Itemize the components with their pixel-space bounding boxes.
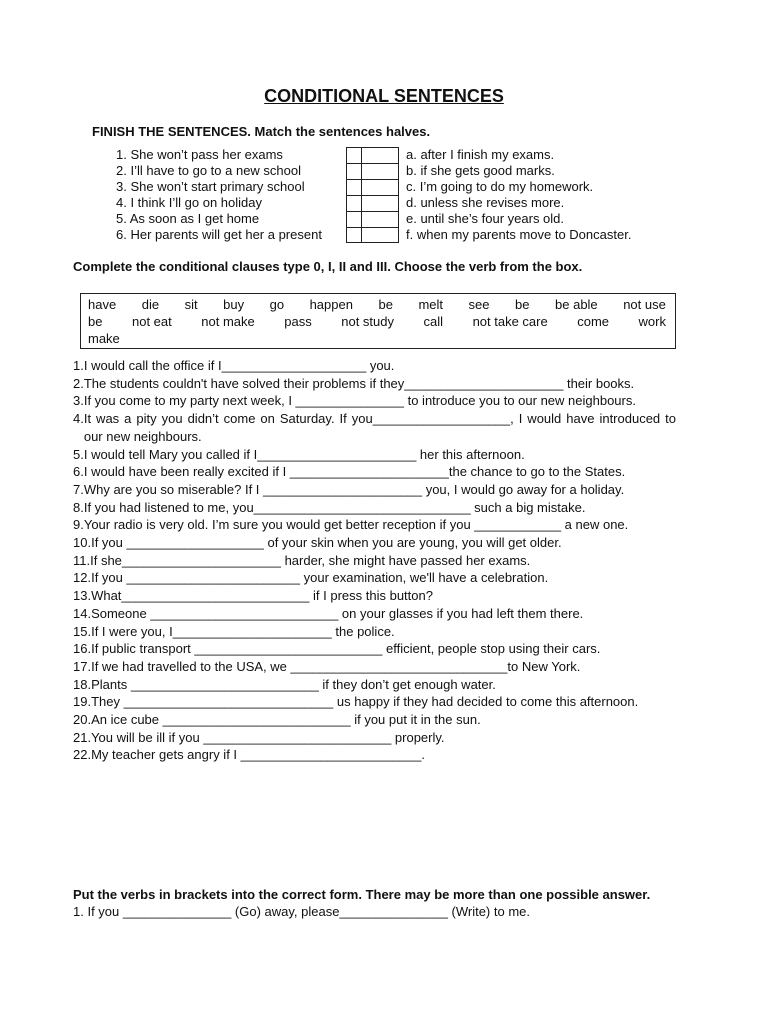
exercise-number: 20. [73,712,92,728]
exercise-number: 6. [73,464,84,480]
verb-word: not take care [472,314,548,329]
exercise-number: 18. [73,676,92,692]
match-right-item: b. if she gets good marks. [406,163,555,178]
match-right-item: e. until she’s four years old. [406,211,565,226]
exercise-number: 8. [73,499,84,515]
answer-number-cell[interactable] [346,147,361,163]
exercise-number: 4. [73,411,84,427]
exercise-text: If we had travelled to the USA, we ______________________________to New York. [91,658,581,674]
exercise-number: 16. [73,641,92,657]
match-left-item: 6. Her parents will get her a present [116,227,322,242]
verb-word: not study [341,314,395,329]
exercise-item [73,746,676,764]
exercise-text: Why are you so miserable? If I ______________________ you, I would go away for a holiday. [83,481,625,497]
exercise-text: Plants __________________________ if they don’t get enough water. [91,676,496,692]
exercise-number: 13. [73,588,92,604]
exercise-number: 14. [73,605,92,621]
match-left-column [116,147,322,243]
exercise-text: I would tell Mary you called if I______________________ her this afternoon. [83,446,525,462]
verb-word: go [269,297,285,312]
answer-letter-cell[interactable] [361,163,399,179]
verb-word: not make [201,314,255,329]
answer-grid [346,147,399,243]
verb-word: be [378,297,393,312]
exercise-item [73,605,676,623]
answer-row [346,227,399,243]
verb-word: have [88,297,117,312]
exercise-text: Your radio is very old. I’m sure you would get better reception if you ____________ a new one. [83,517,629,533]
exercise-text: I would have been really excited if I ______________________the chance to go to the States. [83,464,626,480]
exercise-item [73,552,676,570]
verb-word: work [638,314,666,329]
exercise-text: It was a pity you didn’t come on Saturday. If you___________________, I would have introduced to our new neighbours. [83,411,676,444]
answer-row [346,147,399,163]
verb-word: see [468,297,490,312]
section2-heading: Complete the conditional clauses type 0, I, II and III. Choose the verb from the box. [73,259,583,274]
exercise-text: If you ___________________ of your skin when you are young, you will get older. [91,535,562,551]
exercise-number: 21. [73,729,92,745]
exercise-number: 1. [73,358,84,373]
exercise-item: 1. If you _______________ (Go) away, please_______________ (Write) to me. [73,904,530,919]
exercise-item [73,481,676,499]
exercise-item [73,711,676,729]
verb-word: buy [223,297,245,312]
exercise-item [73,446,676,464]
verb-word: die [141,297,160,312]
match-right-item: c. I’m going to do my homework. [406,179,594,194]
exercise-text: If you ________________________ your examination, we'll have a celebration. [91,570,549,586]
exercise-number: 17. [73,658,92,674]
exercise-text: If you come to my party next week, I _______________ to introduce you to our new neighbours. [83,393,636,409]
exercise-item [73,516,676,534]
section1-heading: FINISH THE SENTENCES. Match the sentences halves. [92,124,431,139]
verb-word: make [88,331,120,346]
exercise-number: 2. [73,375,84,391]
verb-line [88,330,666,347]
exercise-list-2 [73,903,676,921]
answer-letter-cell[interactable] [361,227,399,243]
exercise-number: 10. [73,535,92,551]
verb-word: not use [623,297,666,312]
exercise-item [73,587,676,605]
exercise-number: 3. [73,393,84,409]
answer-letter-cell[interactable] [361,211,399,227]
exercise-text: Someone __________________________ on your glasses if you had left them there. [91,605,584,621]
exercise-text: An ice cube __________________________ if you put it in the sun. [91,712,481,728]
verb-word: be able [555,297,598,312]
verb-line [88,313,666,330]
exercise-item [73,463,676,481]
exercise-number: 11. [73,552,91,568]
match-right-item: a. after I finish my exams. [406,147,555,162]
verb-word: happen [309,297,353,312]
exercise-number: 5. [73,446,84,462]
exercise-list [73,357,676,764]
exercise-item [73,693,676,711]
exercise-text: My teacher gets angry if I _________________________. [91,747,426,763]
exercise-text: If you had listened to me, you______________________________ such a big mistake. [83,499,586,515]
match-right-item: f. when my parents move to Doncaster. [406,227,632,242]
answer-number-cell[interactable] [346,195,361,211]
verb-word: not eat [131,314,172,329]
verb-word: be [515,297,530,312]
match-left-item: 4. I think I’ll go on holiday [116,195,262,210]
exercise-text: I would call the office if I____________________ you. [83,358,395,373]
exercise-number: 9. [73,517,84,533]
verb-word: pass [284,314,312,329]
match-left-item: 2. I’ll have to go to a new school [116,163,302,178]
exercise-item [73,569,676,587]
exercise-item [73,729,676,747]
verb-word: call [423,314,444,329]
exercise-number: 15. [73,623,92,639]
section3-heading: Put the verbs in brackets into the correct form. There may be more than one possible answer. [73,887,651,902]
verb-line [88,296,666,313]
exercise-number: 7. [73,481,84,497]
answer-row [346,195,399,211]
verb-word: be [88,314,103,329]
exercise-item [73,623,676,641]
answer-number-cell[interactable] [346,211,361,227]
exercise-text: What__________________________ if I press this button? [91,588,433,604]
verb-word: come [577,314,610,329]
match-left-item: 3. She won’t start primary school [116,179,305,194]
answer-letter-cell[interactable] [361,195,399,211]
answer-number-cell[interactable] [346,227,361,243]
verb-word: sit [184,297,198,312]
answer-row [346,179,399,195]
answer-letter-cell[interactable] [361,179,399,195]
exercise-text: The students couldn't have solved their problems if they______________________ their books. [83,375,635,391]
exercise-number: 22. [73,747,92,763]
exercise-item [73,410,676,445]
exercise-item [73,658,676,676]
exercise-text: You will be ill if you __________________________ properly. [91,729,445,745]
verb-word: melt [418,297,444,312]
exercise-text: If she______________________ harder, she might have passed her exams. [90,552,531,568]
exercise-item [73,534,676,552]
answer-letter-cell[interactable] [361,147,399,163]
match-right-item: d. unless she revises more. [406,195,565,210]
exercise-item [73,392,676,410]
answer-row [346,163,399,179]
exercise-text: They _____________________________ us happy if they had decided to come this afternoon. [91,694,639,710]
exercise-item [73,640,676,658]
match-left-item: 5. As soon as I get home [116,211,260,226]
exercise-item [73,357,676,375]
exercise-text: If I were you, I______________________ the police. [91,623,395,639]
exercise-item [73,676,676,694]
match-right-column [406,147,631,243]
answer-number-cell[interactable] [346,179,361,195]
answer-row [346,211,399,227]
match-left-item: 1. She won’t pass her exams [116,147,283,162]
exercise-number: 19. [73,694,92,710]
exercise-item [73,375,676,393]
page-title: CONDITIONAL SENTENCES [264,86,504,106]
exercise-number: 12. [73,570,92,586]
exercise-item [73,499,676,517]
exercise-text: If public transport __________________________ efficient, people stop using their cars. [91,641,601,657]
answer-number-cell[interactable] [346,163,361,179]
verb-box [80,293,676,349]
